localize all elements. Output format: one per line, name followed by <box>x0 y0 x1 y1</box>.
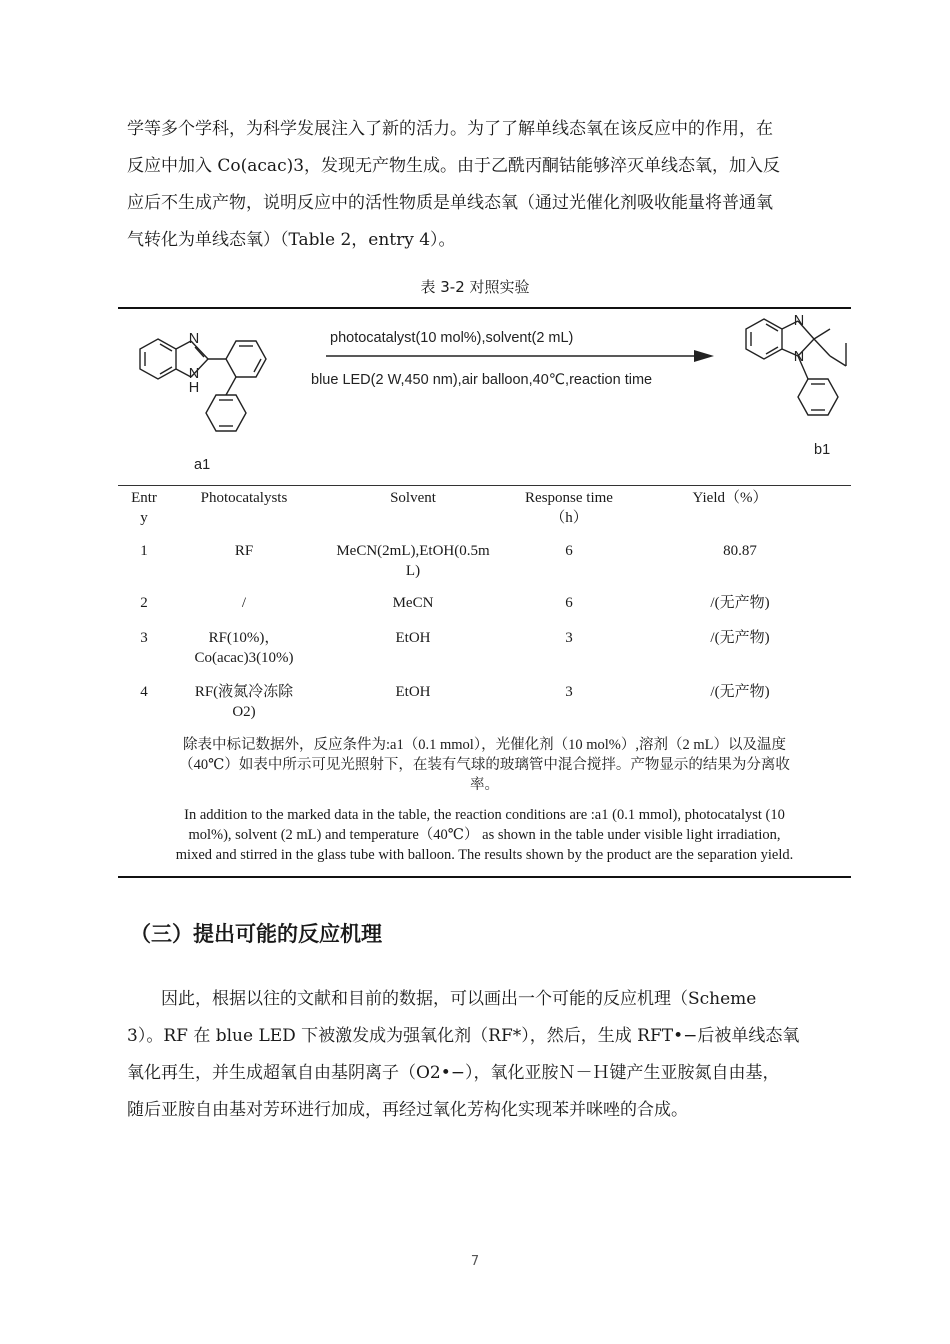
cell-time: 6 <box>565 595 573 611</box>
header-photocatalysts: Photocatalysts <box>200 490 288 506</box>
paragraph-line: 反应中加入 Co(acac)3，发现无产物生成。由于乙酰丙酮钴能够淬灭单线态氧，加入反 <box>127 156 781 176</box>
cell-photocatalyst <box>170 541 318 561</box>
cell-photocatalyst <box>170 593 318 613</box>
cell-time: 3 <box>565 684 573 700</box>
product-label: b1 <box>814 442 831 458</box>
header-entry <box>122 488 166 528</box>
atom-n-label: N <box>793 313 805 329</box>
cell-line: RF(液氮冷冻除 <box>194 684 294 700</box>
arrow-condition-top: photocatalyst(10 mol%),solvent(2 mL) <box>330 330 574 346</box>
cell-yield: /(无产物) <box>710 595 770 611</box>
reaction-arrowhead <box>694 350 714 362</box>
cell-solvent <box>320 628 506 648</box>
note-line: In addition to the marked data in the table, the reaction conditions are :a1 (0.1 mmol), photocatalyst (10 <box>184 807 785 823</box>
reactant-label: a1 <box>194 457 211 473</box>
reaction-scheme <box>118 311 851 483</box>
paragraph-mechanism <box>127 981 860 1129</box>
atom-n-label: N <box>188 331 200 347</box>
cell-yield: /(无产物) <box>710 684 770 700</box>
cell-photocatalyst <box>170 682 318 722</box>
table-caption: 表 3-2 对照实验 <box>420 278 530 296</box>
paragraph-line: 随后亚胺自由基对芳环进行加成，再经过氧化芳构化实现苯并咪唑的合成。 <box>127 1100 688 1120</box>
product-b1-structure <box>746 319 846 415</box>
cell-entry: 2 <box>140 595 148 611</box>
reactant-a1-structure <box>140 339 266 431</box>
arrow-condition-bottom: blue LED(2 W,450 nm),air balloon,40℃,reaction time <box>311 372 653 388</box>
paragraph-line: 气转化为单线态氧）（Table 2，entry 4）。 <box>127 230 456 250</box>
paragraph-line: 学等多个学科，为科学发展注入了新的活力。为了了解单线态氧在该反应中的作用，在 <box>127 119 773 139</box>
cell-line: Co(acac)3(10%) <box>194 650 294 666</box>
cell-photocatalyst <box>170 628 318 668</box>
header-response-time <box>500 488 638 528</box>
atom-n-label: N <box>793 349 805 365</box>
cell-yield: /(无产物) <box>710 630 770 646</box>
table-bottom-rule <box>118 876 851 878</box>
atom-n-label: N <box>188 366 200 382</box>
paragraph-line: 因此，根据以往的文献和目前的数据，可以画出一个可能的反应机理（Scheme <box>127 989 757 1009</box>
table-header-rule <box>118 485 851 486</box>
cell-line: / <box>241 595 247 611</box>
cell-line: RF(10%)， <box>208 630 280 646</box>
table-top-rule <box>118 307 851 309</box>
paragraph-line: 应后不生成产物，说明反应中的活性物质是单线态氧（通过光催化剂吸收能量将普通氧 <box>127 193 773 213</box>
note-line: mixed and stirred in the glass tube with balloon. The results shown by the product are the separation yield. <box>175 847 794 863</box>
paragraph-intro <box>127 111 860 259</box>
header-response-time-line: （h） <box>550 510 588 526</box>
cell-line: MeCN(2mL),EtOH(0.5m <box>336 543 490 559</box>
paragraph-line: 氧化再生，并生成超氧自由基阴离子（O2•−），氧化亚胺Ｎ－Ｈ键产生亚胺氮自由基， <box>127 1063 780 1083</box>
cell-time: 3 <box>565 630 573 646</box>
cell-solvent <box>320 682 506 702</box>
cell-entry: 1 <box>140 543 148 559</box>
note-line: （40℃）如表中所示可见光照射下，在装有气球的玻璃管中混合搅拌。产物显示的结果为分离收 <box>179 757 790 773</box>
cell-time: 6 <box>565 543 573 559</box>
cell-line: MeCN <box>392 595 434 611</box>
cell-solvent <box>320 541 506 581</box>
cell-yield: 80.87 <box>723 543 757 559</box>
header-entry-line: Entr <box>131 490 157 506</box>
section-heading: （三）提出可能的反应机理 <box>130 922 382 946</box>
cell-entry: 4 <box>140 684 148 700</box>
cell-line: EtOH <box>395 684 431 700</box>
header-solvent: Solvent <box>390 490 436 506</box>
note-line: 除表中标记数据外，反应条件为:a1（0.1 mmol），光催化剂（10 mol%）,溶剂（2 mL）以及温度 <box>183 737 786 753</box>
cell-line: O2) <box>232 704 256 720</box>
note-line: 率。 <box>470 777 499 793</box>
table-note-chinese <box>118 735 851 795</box>
atom-h-label: H <box>188 380 200 396</box>
header-yield: Yield（%） <box>692 490 768 506</box>
cell-line: RF <box>234 543 254 559</box>
cell-solvent <box>320 593 506 613</box>
paragraph-line: 3）。RF 在 blue LED 下被激发成为强氧化剂（RF*），然后，生成 RFT•−后被单线态氧 <box>127 1026 800 1046</box>
header-entry-line: y <box>140 510 148 526</box>
table-note-english <box>118 805 851 865</box>
cell-line: EtOH <box>395 630 431 646</box>
cell-line: L) <box>405 563 421 579</box>
cell-entry: 3 <box>140 630 148 646</box>
note-line: mol%), solvent (2 mL) and temperature（40℃） as shown in the table under visible light irradiation, <box>188 827 781 843</box>
header-response-time-line: Response time <box>525 490 613 506</box>
page-number: 7 <box>470 1254 480 1269</box>
